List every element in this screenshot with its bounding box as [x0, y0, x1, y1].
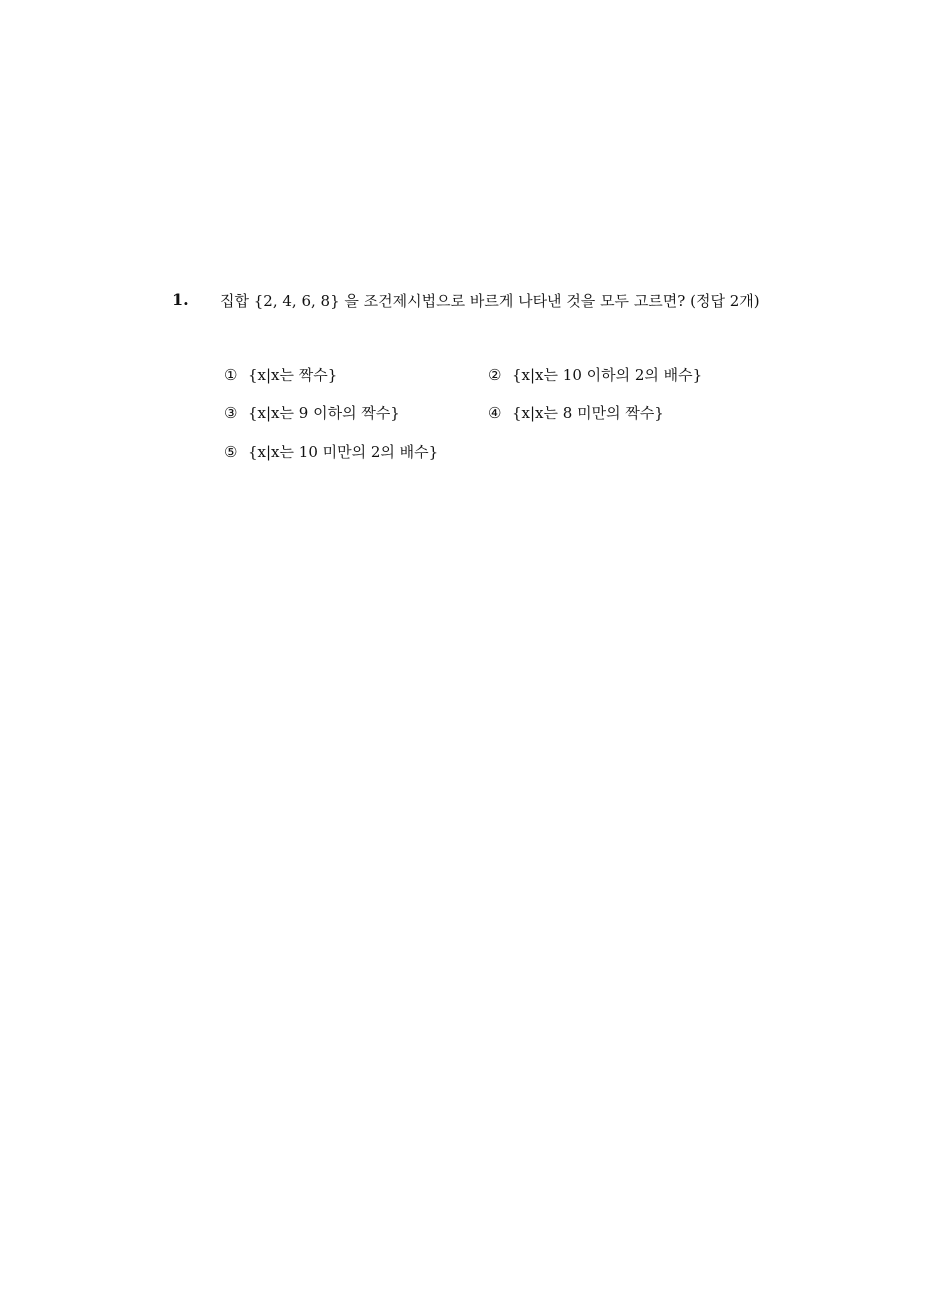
choice-1[interactable] — [224, 364, 337, 386]
choice-4[interactable] — [488, 402, 664, 424]
choice-2[interactable] — [488, 364, 702, 386]
choice-text: {x|x는 10 미만의 2의 배수} — [248, 443, 439, 461]
answer-choices — [224, 364, 764, 484]
question-text: 집합 {2, 4, 6, 8} 을 조건제시법으로 바르게 나타낸 것을 모두 고르면? (정답 2개) — [220, 292, 760, 310]
choice-text: {x|x는 8 미만의 짝수} — [512, 404, 664, 422]
choice-marker: ② — [488, 366, 502, 384]
choice-text: {x|x는 9 이하의 짝수} — [248, 404, 400, 422]
choice-marker: ③ — [224, 404, 238, 422]
choice-text: {x|x는 10 이하의 2의 배수} — [512, 366, 703, 384]
choice-marker: ⑤ — [224, 443, 238, 461]
choice-marker: ④ — [488, 404, 502, 422]
question-number: 1. — [172, 290, 189, 309]
choice-text: {x|x는 짝수} — [248, 366, 338, 384]
choice-3[interactable] — [224, 402, 400, 424]
choice-5[interactable] — [224, 441, 438, 463]
choice-marker: ① — [224, 366, 238, 384]
